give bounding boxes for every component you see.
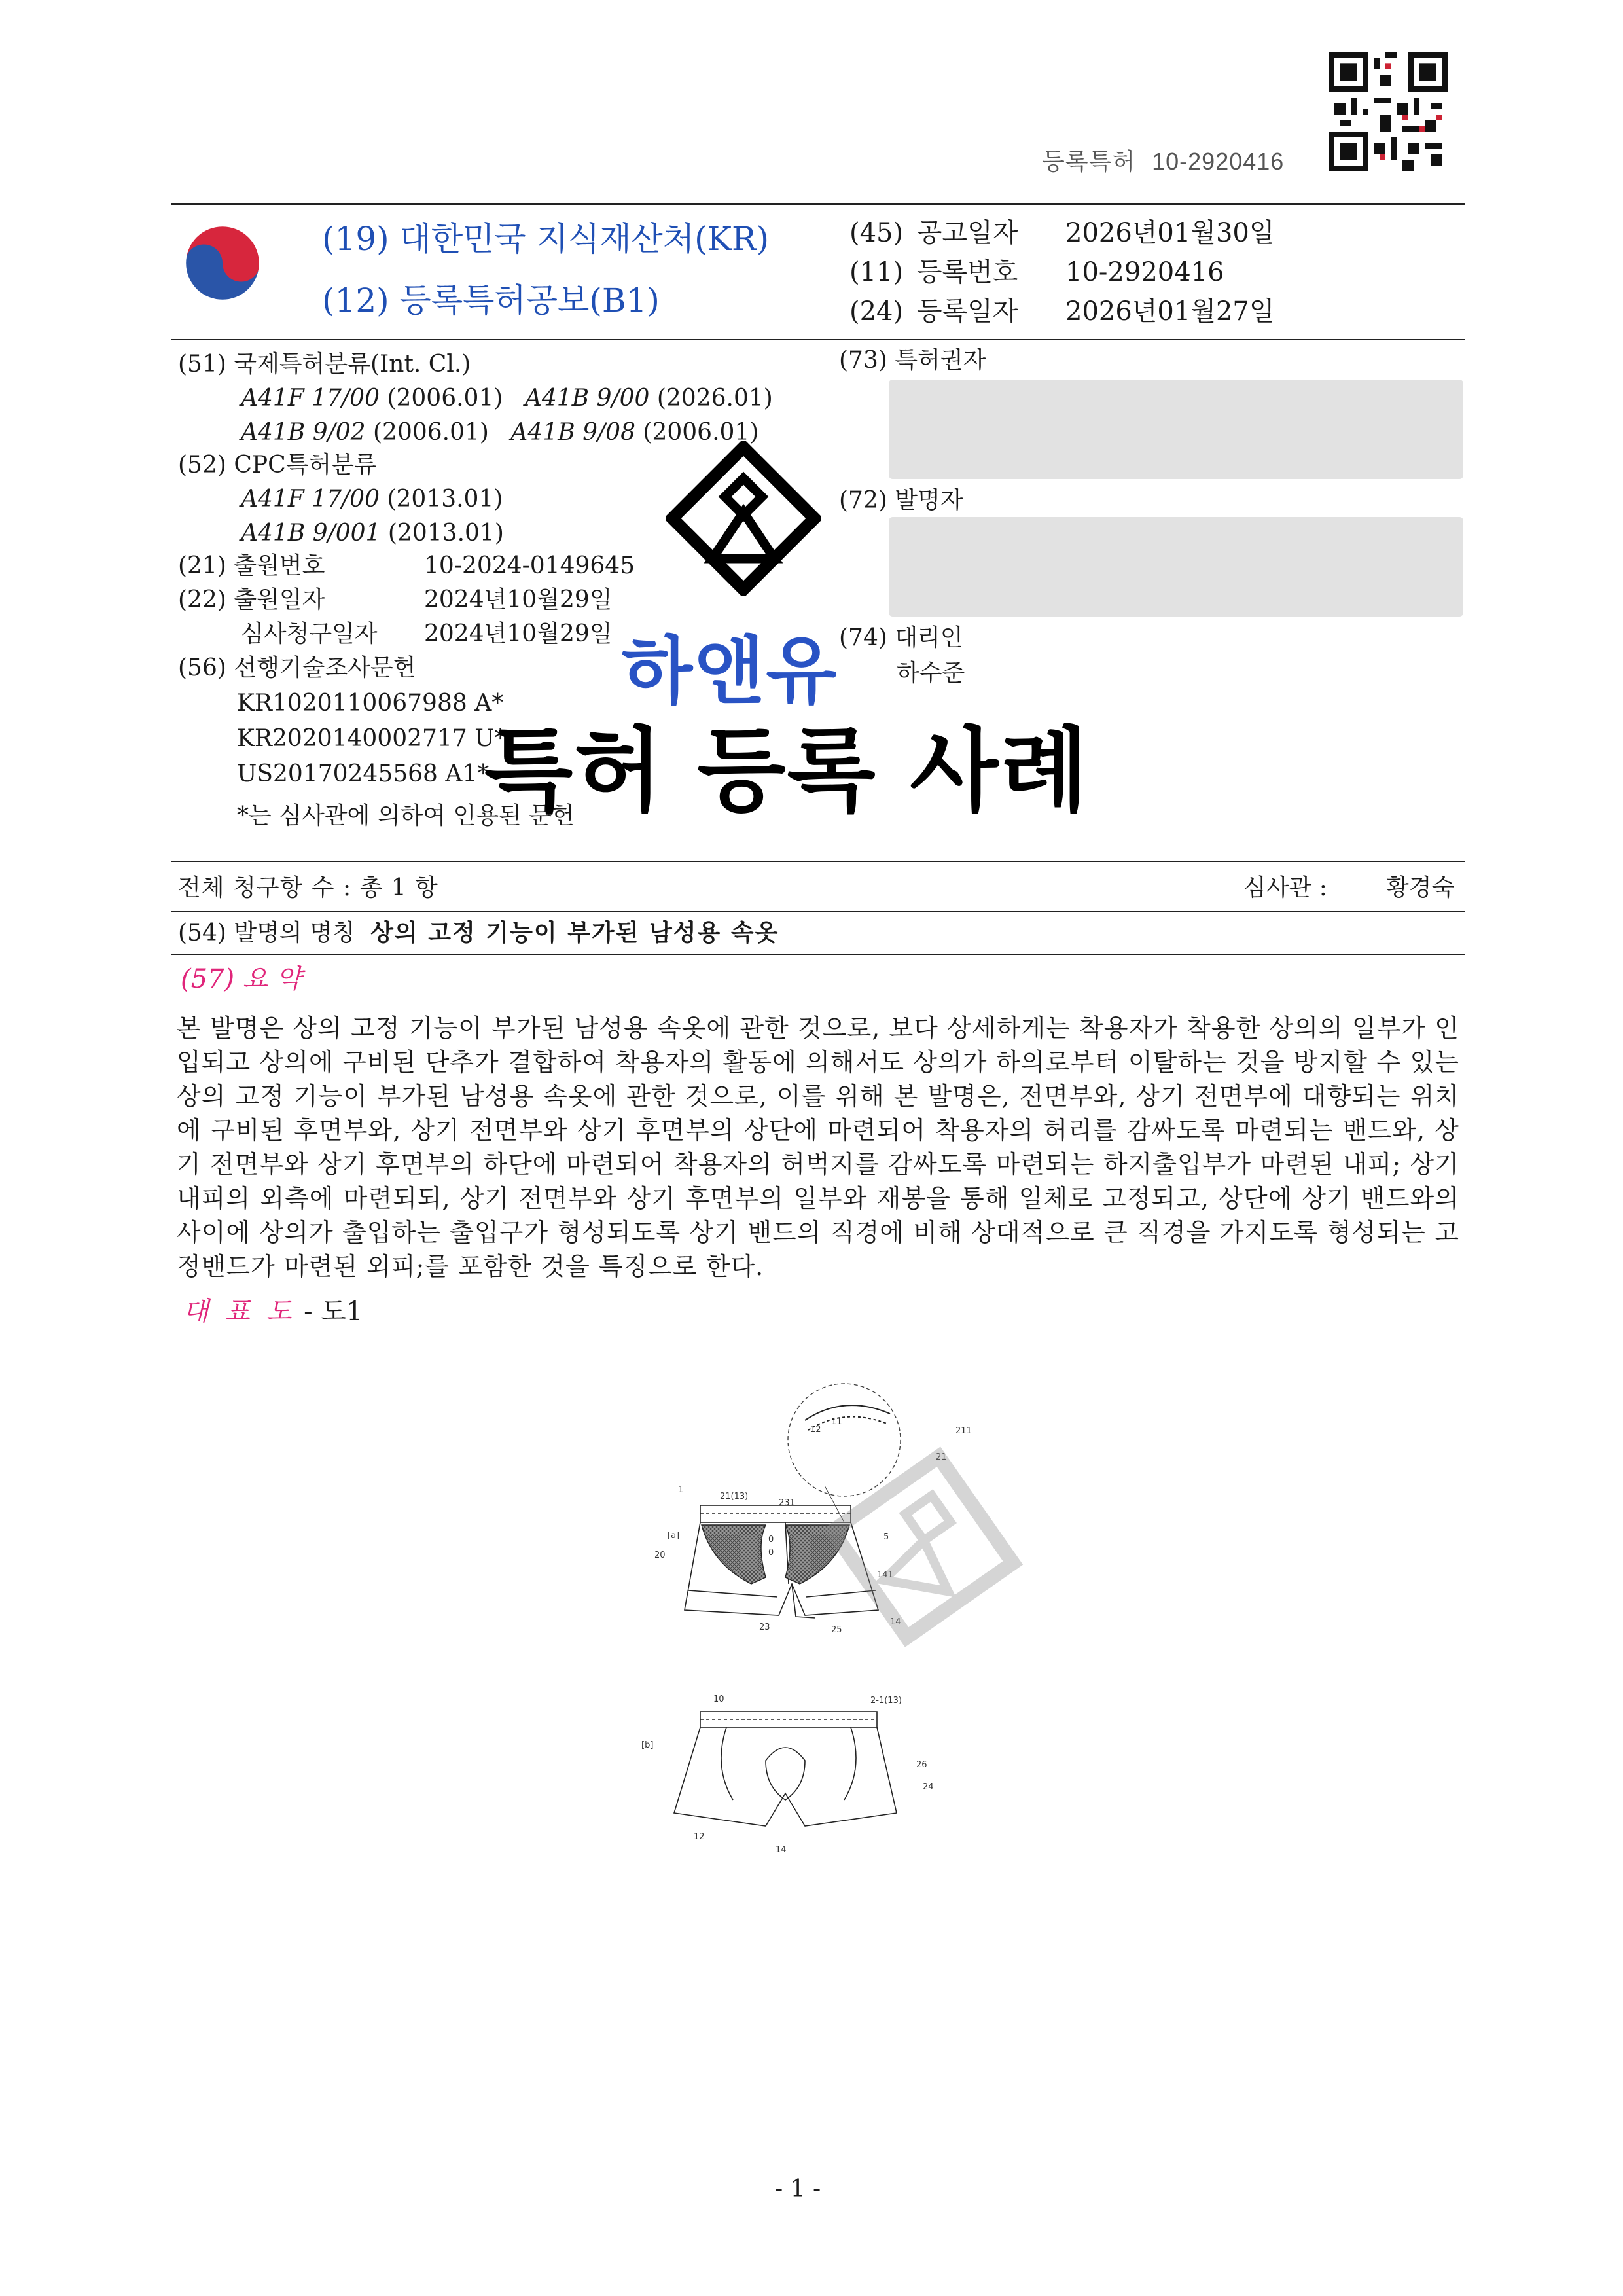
ref-label: 14	[890, 1617, 901, 1627]
rep-value: - 도1	[304, 1297, 363, 1327]
rep-label: 대 표 도	[183, 1297, 296, 1327]
qr-code-icon	[1329, 52, 1448, 171]
prior-art-item: KR2020140002717 U*	[237, 725, 507, 752]
patent-drawing	[628, 1368, 1086, 1892]
ref-label: 25	[831, 1625, 842, 1635]
ipc-code: A41B 9/08	[510, 419, 635, 446]
ref-label: 5	[883, 1532, 889, 1542]
ref-label: 24	[923, 1782, 934, 1792]
prior-art-item: US20170245568 A1*	[237, 761, 490, 787]
top-registration	[1042, 145, 1284, 178]
ref-label: 21	[936, 1452, 947, 1462]
faint-watermark-icon	[817, 1441, 1029, 1653]
meta-label: 등록번호	[916, 257, 1018, 287]
ipc-year: (2006.01)	[643, 419, 759, 446]
app-date-value: 2024년10월29일	[424, 586, 613, 613]
ipc-line-1	[241, 382, 773, 415]
meta-code: (11)	[849, 257, 904, 287]
app-no-label: (21) 출원번호	[178, 552, 325, 579]
top-label: 등록특허	[1042, 148, 1136, 175]
exam-date-label: 심사청구일자	[241, 620, 378, 647]
drawing-label: [a]	[668, 1531, 680, 1541]
app-no-value: 10-2024-0149645	[424, 552, 635, 579]
invention-title-label: (54) 발명의 명칭	[178, 920, 355, 946]
title-top-rule	[171, 911, 1465, 912]
top-number: 10-2920416	[1152, 148, 1285, 175]
meta-code: (45)	[849, 218, 904, 248]
ipc-code: A41F 17/00	[241, 385, 380, 412]
header-top-rule	[171, 203, 1465, 205]
ref-label: 12	[810, 1425, 821, 1435]
ref-label: 11	[831, 1417, 842, 1427]
prior-art-item: KR1020110067988 A*	[237, 690, 504, 717]
examiner-label: 심사관 :	[1243, 874, 1327, 901]
taegeuk-emblem-icon	[182, 223, 263, 304]
cpc-code: A41F 17/00	[241, 486, 380, 512]
prior-art-note: *는 심사관에 의하여 인용된 문헌	[237, 802, 575, 829]
cpc-line-2	[241, 517, 504, 550]
ref-label: 21(13)	[720, 1492, 749, 1501]
meta-row	[849, 295, 1275, 334]
ipc-year: (2006.01)	[387, 385, 503, 412]
header-meta	[849, 216, 1275, 334]
header-bottom-rule	[171, 339, 1465, 340]
ipc-year: (2026.01)	[656, 385, 773, 412]
ipc-code: A41B 9/00	[524, 385, 650, 412]
ref-label: 1	[678, 1485, 684, 1495]
title-bottom-rule	[171, 954, 1465, 955]
invention-title-row	[178, 916, 779, 950]
firm-logo-icon	[666, 441, 821, 596]
watermark-firm-name: 하앤유	[622, 629, 838, 714]
meta-label: 공고일자	[916, 218, 1018, 248]
ref-label: 26	[916, 1760, 927, 1770]
agent-label: (74) 대리인	[839, 624, 963, 651]
drawing-label: [b]	[641, 1740, 654, 1750]
ref-label: 23	[759, 1623, 770, 1632]
ipc-code: A41B 9/02	[241, 419, 366, 446]
meta-row	[849, 255, 1224, 295]
meta-code: (24)	[849, 296, 904, 327]
ref-label: 20	[654, 1551, 666, 1560]
ref-label: 2-1(13)	[870, 1696, 902, 1706]
cpc-code: A41B 9/001	[241, 520, 381, 547]
ref-label: 231	[779, 1498, 795, 1508]
watermark-caption: 특허 등록 사례	[484, 718, 1090, 825]
representative-figure	[183, 1295, 363, 1329]
owner-redacted	[889, 380, 1463, 479]
abstract-label: (57) 요 약	[181, 964, 302, 994]
claims-count: 전체 청구항 수 : 총 1 항	[178, 874, 438, 901]
agent-name: 하수준	[897, 660, 965, 687]
page-number: - 1 -	[775, 2176, 821, 2202]
meta-label: 등록일자	[916, 296, 1018, 327]
ref-label: 14	[776, 1845, 787, 1855]
ref-label: 0	[768, 1535, 774, 1545]
inventor-label: (72) 발명자	[839, 487, 963, 514]
owner-label: (73) 특허권자	[839, 347, 986, 374]
meta-value: 10-2920416	[1065, 257, 1224, 287]
office-title: (19) 대한민국 지식재산처(KR)	[322, 220, 770, 258]
invention-title: 상의 고정 기능이 부가된 남성용 속옷	[370, 919, 779, 946]
claims-rule	[171, 861, 1465, 862]
doc-type-title: (12) 등록특허공보(B1)	[322, 281, 660, 319]
examiner-name: 황경숙	[1386, 874, 1455, 901]
cpc-line-1	[241, 483, 503, 516]
ref-label: 12	[694, 1832, 705, 1842]
ref-label: 141	[877, 1570, 893, 1580]
app-date-label: (22) 출원일자	[178, 586, 325, 613]
ipc-year: (2006.01)	[373, 419, 489, 446]
ref-label: 211	[955, 1426, 972, 1436]
cpc-year: (2013.01)	[387, 486, 503, 512]
abstract-text: 본 발명은 상의 고정 기능이 부가된 남성용 속옷에 관한 것으로, 보다 상세하게는 착용자가 착용한 상의의 일부가 인입되고 상의에 구비된 단추가 결합하여 착용자의 활동에 의해서도 상의가 하의로부터 이탈하는 것을 방지할 수 있는 상의 고정 기능이 부가된 남성용 속옷에 관한 것으로, 이를 위해 본 발명은, 전면부와, 상기 전면부에 대향되는 위치에 구비된 후면부와, 상기 전면부와 상기 후면부의 상단에 마련되어 착용자의 허리를 감싸도록 마련되는 밴드와, 상기 전면부와 상기 후면부의 하단에 마련되어 착용자의 허벅지를 감싸도록 마련되는 하지출입부가 마련된 내피; 상기 내피의 외측에 마련되되, 상기 전면부와 상기 후면부의 일부와 재봉을 통해 일체로 고정되고, 상단에 상기 밴드와의 사이에 상의가 출입하는 출입구가 형성되도록 상기 밴드의 직경에 비해 상대적으로 큰 직경을 가지도록 형성되는 고정밴드가 마련된 외피;를 포함한 것을 특징으로 한다.	[177, 1014, 1459, 1281]
cpc-label: (52) CPC특허분류	[178, 452, 377, 478]
prior-art-label: (56) 선행기술조사문헌	[178, 655, 416, 681]
inventor-redacted	[889, 517, 1463, 617]
meta-value: 2026년01월27일	[1065, 296, 1275, 327]
ipc-label: (51) 국제특허분류(Int. Cl.)	[178, 351, 471, 378]
ref-label: 0	[768, 1548, 774, 1558]
ref-label: 10	[713, 1695, 724, 1704]
exam-date-value: 2024년10월29일	[424, 620, 613, 647]
cpc-year: (2013.01)	[387, 520, 504, 547]
meta-value: 2026년01월30일	[1065, 218, 1275, 248]
meta-row	[849, 216, 1275, 255]
